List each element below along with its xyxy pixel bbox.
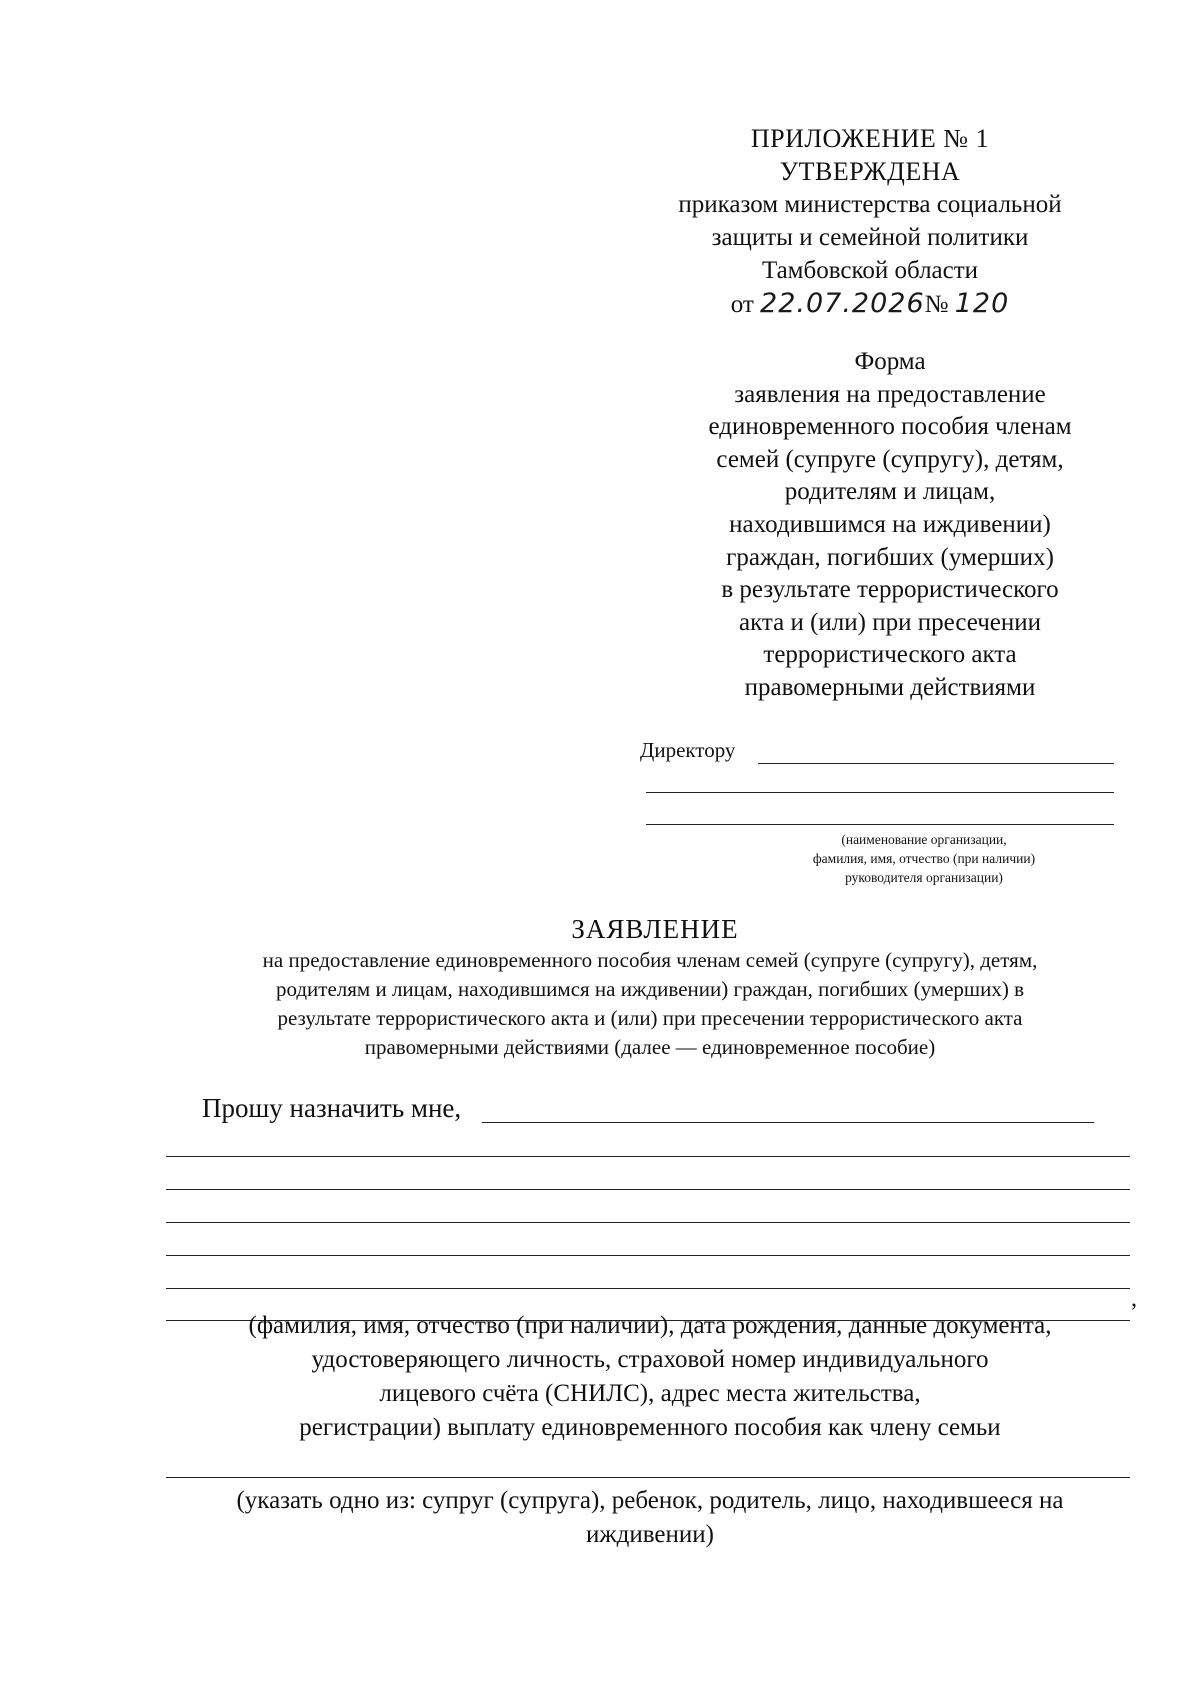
handwritten-date: 22.07.2026	[760, 288, 925, 319]
request-caption	[160, 1309, 1140, 1445]
director-field-line[interactable]	[646, 792, 1114, 793]
handwritten-number: 120	[954, 288, 1010, 319]
form-title-line: граждан, погибших (умерших)	[726, 543, 1054, 571]
approval-block	[600, 122, 1140, 321]
form-title-line: акта и (или) при пресечении	[738, 608, 1042, 636]
request-field-line[interactable]	[166, 1288, 1130, 1289]
form-title-line: находившимся на иждивении)	[729, 510, 1051, 538]
request-caption-line: регистрации) выплату единовременного пособия как члену семьи	[299, 1414, 1001, 1441]
director-note-line: руководителя организации)	[845, 870, 1003, 885]
director-field-line[interactable]	[758, 763, 1114, 764]
form-title-line: Форма	[854, 348, 926, 375]
director-label: Директору	[640, 738, 736, 762]
approved-label: УТВЕРЖДЕНА	[779, 157, 961, 186]
date-prefix: от	[730, 291, 754, 318]
application-subtitle-line: правомерными действиями (далее — единовременное пособие)	[364, 1035, 936, 1059]
relation-caption-line: иждивении)	[586, 1521, 714, 1548]
form-title-line: единовременного пособия членам	[708, 413, 1072, 441]
form-title-line: родителям и лицам,	[784, 478, 996, 506]
relation-field-line[interactable]	[166, 1477, 1130, 1478]
request-label: Прошу назначить мне,	[202, 1093, 462, 1123]
trailing-comma: ,	[1131, 1286, 1137, 1312]
relation-caption	[160, 1484, 1140, 1552]
approval-line: защиты и семейной политики	[711, 224, 1029, 251]
form-title-line: террористического акта	[763, 641, 1017, 669]
director-note-line: фамилия, имя, отчество (при наличии)	[812, 851, 1036, 866]
director-note	[718, 830, 1130, 887]
director-field-line[interactable]	[646, 824, 1114, 825]
form-title-line: правомерными действиями	[744, 673, 1036, 701]
request-field-line[interactable]	[166, 1255, 1130, 1256]
director-note-line: (наименование организации,	[841, 832, 1007, 847]
approval-line: приказом министерства социальной	[678, 191, 1062, 218]
relation-caption-line: (указать одно из: супруг (супруга), ребенок, родитель, лицо, находившееся на	[236, 1487, 1064, 1514]
application-subtitle-line: на предоставление единовременного пособия членам семей (супруге (супругу), детям,	[262, 948, 1038, 972]
form-title-line: заявления на предоставление	[734, 380, 1046, 408]
appendix-title: ПРИЛОЖЕНИЕ № 1	[750, 124, 990, 153]
form-title-line: семей (супруге (супругу), детям,	[716, 445, 1064, 473]
application-subtitle-line: родителям и лицам, находившимся на иждивении) граждан, погибших (умерших) в	[275, 977, 1025, 1001]
request-field-line[interactable]	[166, 1156, 1130, 1157]
request-name-line[interactable]	[482, 1122, 1094, 1123]
application-subtitle	[150, 946, 1150, 1062]
request-field-line[interactable]	[166, 1189, 1130, 1190]
application-title: ЗАЯВЛЕНИЕ	[571, 914, 739, 944]
request-caption-line: (фамилия, имя, отчество (при наличии), дата рождения, данные документа,	[248, 1312, 1052, 1339]
number-label: №	[924, 291, 949, 318]
form-title-line: в результате террористического	[721, 576, 1059, 604]
request-field-line[interactable]	[166, 1222, 1130, 1223]
approval-line: Тамбовской области	[761, 257, 979, 284]
request-caption-line: удостоверяющего личность, страховой номер индивидуального	[311, 1346, 989, 1373]
request-caption-line: лицевого счёта (СНИЛС), адрес места жительства,	[379, 1380, 921, 1407]
application-subtitle-line: результате террористического акта и (или) при пресечении террористического акта	[277, 1006, 1023, 1030]
form-title-block	[640, 346, 1140, 705]
approval-date-line	[600, 287, 1140, 321]
